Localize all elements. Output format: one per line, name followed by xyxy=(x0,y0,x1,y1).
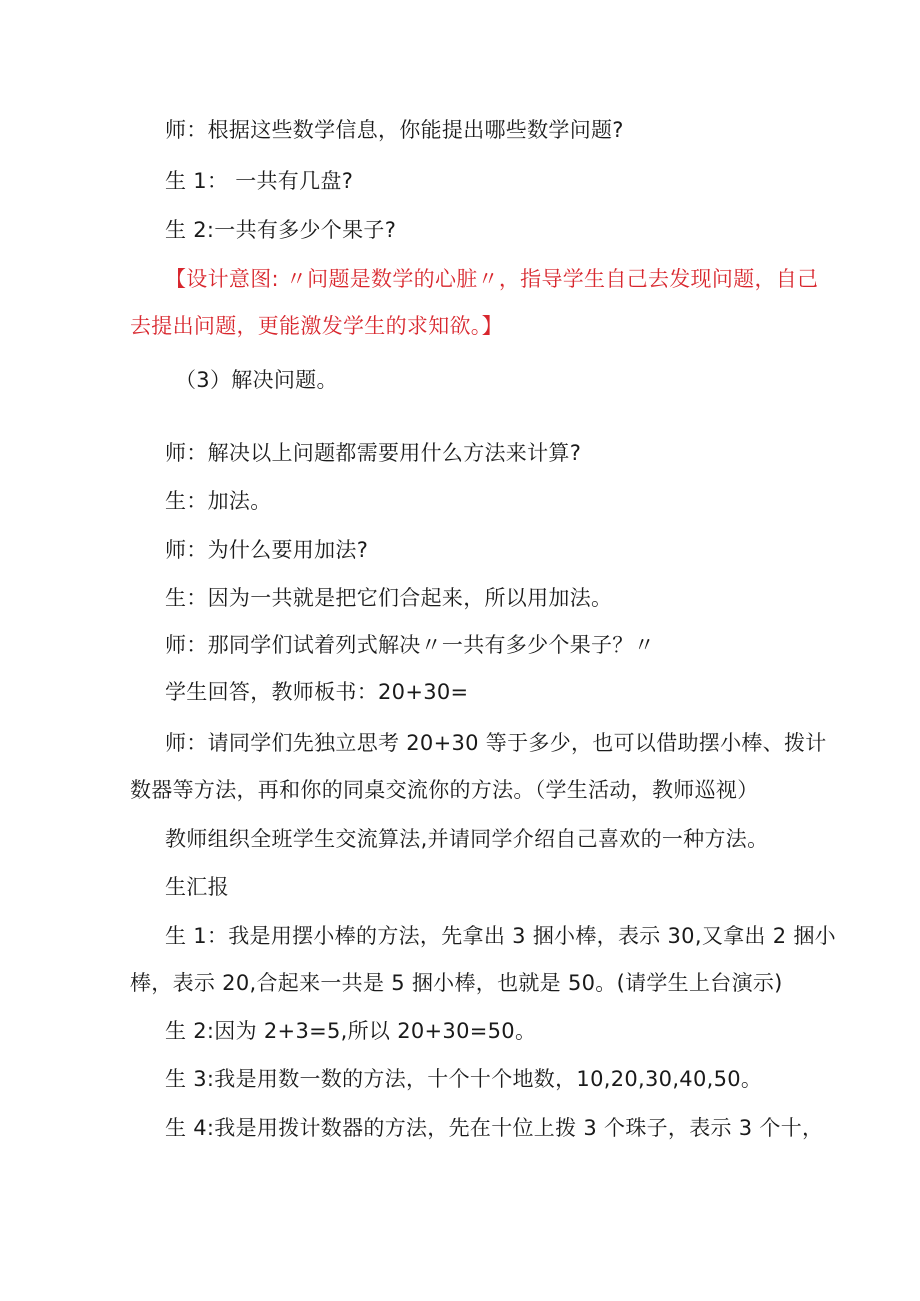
text-line-teacher-think-2: 数器等方法，再和你的同桌交流你的方法。（学生活动，教师巡视） xyxy=(130,778,759,802)
text-line-teacher-organize: 教师组织全班学生交流算法,并请同学介绍自己喜欢的一种方法。 xyxy=(165,827,769,851)
text-line-student-addition: 生：加法。 xyxy=(165,489,272,513)
text-line-teacher-question: 师：根据这些数学信息，你能提出哪些数学问题? xyxy=(165,118,624,142)
text-line-board: 学生回答，教师板书：20+30= xyxy=(165,680,469,704)
design-intent-line-1: 【设计意图: 〃问题是数学的心脏〃，指导学生自己去发现问题，自己 xyxy=(165,267,819,291)
text-line-student1-answer: 生 1： 一共有几盘? xyxy=(165,169,354,193)
text-line-student2-method: 生 2:因为 2+3=5,所以 20+30=50。 xyxy=(165,1019,537,1043)
text-line-student4-method: 生 4:我是用拨计数器的方法，先在十位上拨 3 个珠子，表示 3 个十， xyxy=(165,1116,824,1140)
design-intent-line-2: 去提出问题，更能激发学生的求知欲。】 xyxy=(130,314,503,338)
text-line-teacher-method: 师：解决以上问题都需要用什么方法来计算? xyxy=(165,441,582,465)
text-line-student3-method: 生 3:我是用数一数的方法，十个十个地数，10,20,30,40,50。 xyxy=(165,1067,763,1091)
text-line-teacher-why: 师：为什么要用加法? xyxy=(165,538,369,562)
text-line-teacher-try: 师：那同学们试着列式解决〃一共有多少个果子？〃 xyxy=(165,633,655,657)
text-line-student1-method-1: 生 1：我是用摆小棒的方法，先拿出 3 捆小棒，表示 30,又拿出 2 捆小 xyxy=(165,924,836,948)
text-line-student2-answer: 生 2:一共有多少个果子? xyxy=(165,218,397,242)
text-line-teacher-think-1: 师：请同学们先独立思考 20+30 等于多少，也可以借助摆小棒、拨计 xyxy=(165,731,827,755)
section-heading-solve: （3）解决问题。 xyxy=(175,368,338,392)
text-line-student-report: 生汇报 xyxy=(165,875,229,899)
text-line-student1-method-2: 棒，表示 20,合起来一共是 5 捆小棒，也就是 50。(请学生上台演示) xyxy=(130,971,783,995)
text-line-student-because: 生：因为一共就是把它们合起来，所以用加法。 xyxy=(165,586,613,610)
